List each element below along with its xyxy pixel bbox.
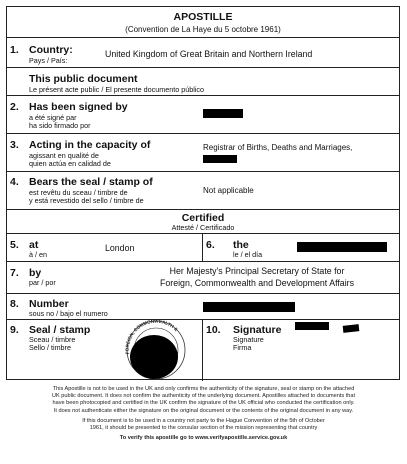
row-number (7, 293, 399, 319)
at-sublabel: à / en (29, 250, 47, 259)
row-public-document (7, 67, 399, 95)
public-document-label: This public document (29, 73, 138, 85)
seal-of-value: Not applicable (203, 186, 254, 195)
footer-line: This Apostille is not to be used in the UK and only confirms the authenticity of the signature, seal or stamp on the attached (52, 386, 355, 392)
column-divider (202, 320, 203, 381)
field-number: 10. (206, 324, 221, 336)
footer-line: If this document is to be used in a country not party to the Hague Convention of the 5th of October (82, 417, 325, 424)
field-number: 9. (10, 324, 19, 336)
footer-line: UK public document. It does not confirm the authenticity of the underlying document. Apostilles attached to documents that (51, 393, 356, 400)
footer-line: 1961, it should be presented to the consular section of the mission representing that country (89, 425, 318, 432)
document-subtitle: (Convention de La Haye du 5 octobre 1961) (125, 25, 281, 34)
acting-capacity-label: Acting in the capacity of (29, 139, 151, 151)
country-label: Country: (29, 44, 73, 56)
field-number: 7. (10, 267, 19, 279)
at-label: at (29, 239, 39, 251)
signed-by-sublabel-fr: a été signé par (29, 113, 77, 122)
number-sublabel: sous no / bajo el numero (29, 309, 108, 318)
signed-by-redaction (203, 109, 243, 118)
apostille-certificate (6, 6, 400, 380)
footer-line: have been photocopied and certified in the UK confirm the signature of the UK official who conducted the certification only. (52, 400, 355, 407)
seal-stamp-label: Seal / stamp (29, 324, 91, 336)
signature-redaction (295, 322, 329, 330)
row-signed-by (7, 95, 399, 133)
seal-of-label: Bears the seal / stamp of (29, 176, 153, 188)
by-label: by (29, 267, 42, 279)
field-number: 2. (10, 101, 19, 113)
date-sublabel: le / el día (233, 250, 263, 259)
seal-stamp-text: FOREIGN, COMMONWEALTH & (124, 318, 179, 355)
seal-of-sublabel-es: y está revestido del sello / timbre de (29, 196, 144, 205)
signature-sublabel-es: Firma (233, 343, 252, 352)
certified-sublabel: Attesté / Certificado (171, 223, 235, 232)
acting-capacity-value: Registrar of Births, Deaths and Marriages, (203, 143, 353, 152)
public-document-sublabel: Le présent acte public / El presente documento público (29, 85, 205, 94)
seal-stamp-sublabel-es: Sello / timbre (29, 343, 71, 352)
acting-capacity-sublabel-es: quien actúa en calidad de (29, 159, 111, 168)
number-label: Number (29, 298, 69, 310)
signature-redaction-small (343, 324, 360, 333)
column-divider (202, 234, 203, 262)
by-value-line1: Her Majesty's Principal Secretary of State for (169, 266, 345, 276)
row-acting-capacity (7, 133, 399, 171)
footer-disclaimer (0, 386, 407, 442)
field-number: 5. (10, 239, 19, 251)
row-certified (7, 209, 399, 233)
country-value: United Kingdom of Great Britain and Northern Ireland (105, 49, 313, 59)
field-number: 6. (206, 239, 215, 251)
row-seal-signature (7, 319, 399, 380)
row-country (7, 37, 399, 67)
acting-capacity-sublabel-fr: agissant en qualité de (29, 151, 99, 160)
signature-label: Signature (233, 324, 282, 336)
at-value: London (105, 243, 135, 253)
signed-by-sublabel-es: ha sido firmado por (29, 121, 91, 130)
number-redaction (203, 302, 295, 312)
acting-capacity-redaction (203, 155, 237, 163)
verify-instruction: To verify this apostille go to www.verifyapostille.service.gov.uk (119, 435, 288, 442)
date-label: the (233, 239, 249, 251)
signature-sublabel-fr: Signature (233, 335, 264, 344)
field-number: 8. (10, 298, 19, 310)
certified-label: Certified (181, 212, 225, 224)
footer-line: It does not authenticate either the signature on the original document or the contents of the original document in any way. (53, 407, 354, 414)
row-by (7, 261, 399, 293)
by-value-line2: Foreign, Commonwealth and Development Affairs (160, 278, 354, 288)
by-sublabel: par / por (29, 278, 56, 287)
official-seal-stamp (117, 316, 197, 380)
seal-stamp-sublabel-fr: Sceau / timbre (29, 335, 76, 344)
field-number: 3. (10, 139, 19, 151)
date-redaction (297, 242, 387, 252)
document-title: APOSTILLE (173, 11, 233, 23)
row-seal-of (7, 171, 399, 209)
seal-of-sublabel-fr: est revêtu du sceau / timbre de (29, 188, 128, 197)
country-sublabel: Pays / País: (29, 56, 68, 65)
row-place-date (7, 233, 399, 261)
field-number: 1. (10, 44, 19, 56)
signed-by-label: Has been signed by (29, 101, 128, 113)
field-number: 4. (10, 176, 19, 188)
